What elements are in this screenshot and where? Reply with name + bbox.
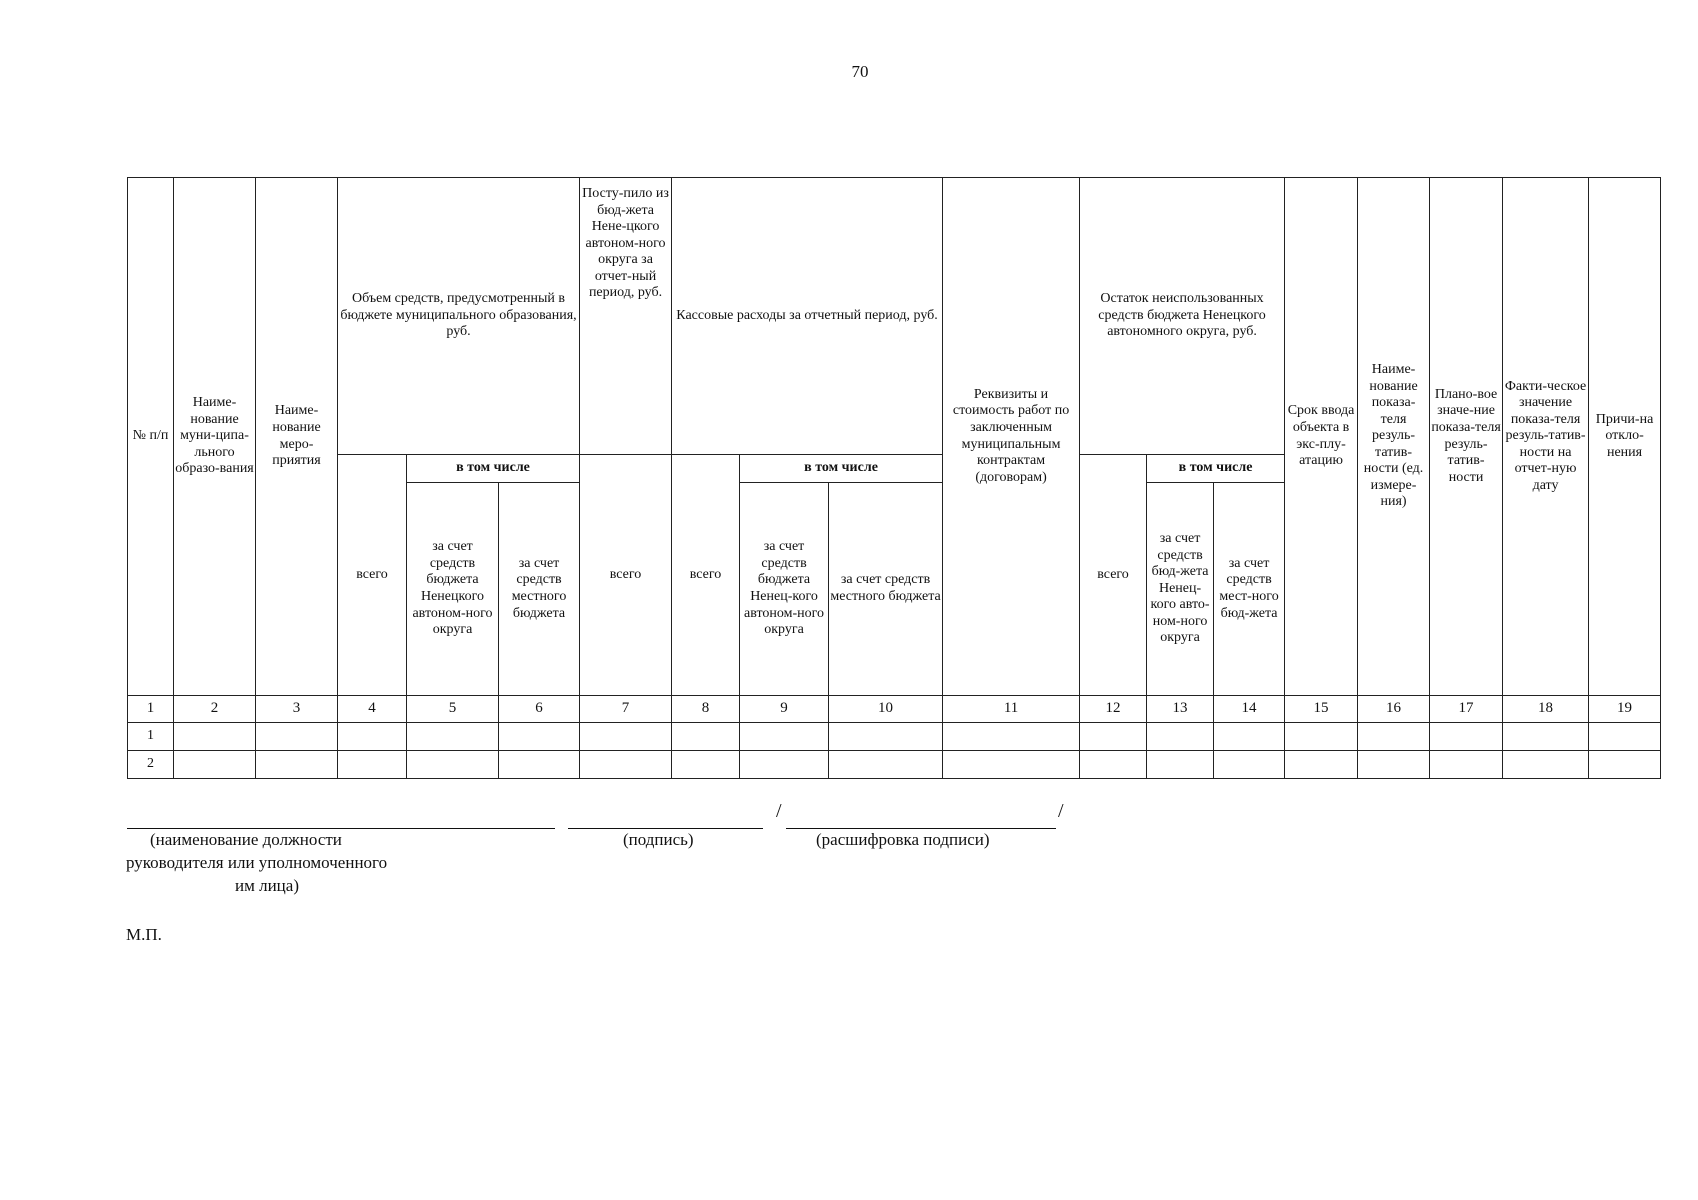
header-remainder-including: в том числе [1147, 455, 1285, 483]
column-number-cell: 12 [1080, 696, 1147, 723]
column-number-cell: 7 [580, 696, 672, 723]
column-number-cell: 4 [338, 696, 407, 723]
header-budget-volume: Объем средств, предусмотренный в бюджете муниципального образования, руб. [338, 178, 580, 455]
column-number-cell: 10 [829, 696, 943, 723]
header-remainder-local: за счет средств мест-ного бюд-жета [1214, 483, 1285, 696]
header-budget-including: в том числе [407, 455, 580, 483]
table-cell [1358, 751, 1430, 779]
header-budget-nao: за счет средств бюджета Ненецкого автоном-ного округа [407, 483, 499, 696]
row-number-cell: 2 [128, 751, 174, 779]
table-cell [1147, 723, 1214, 751]
position-line [127, 828, 555, 829]
header-remainder-total: всего [1080, 455, 1147, 696]
table-cell [580, 723, 672, 751]
table-cell [672, 723, 740, 751]
table-cell [1430, 751, 1503, 779]
header-remainder: Остаток неиспользованных средств бюджета Ненецкого автономного округа, руб. [1080, 178, 1285, 455]
position-caption-line3: им лица) [235, 876, 299, 895]
table-cell [1080, 723, 1147, 751]
header-actual: Факти-ческое значение показа-теля резуль-татив-ности на отчет-ную дату [1503, 178, 1589, 696]
table-cell [829, 723, 943, 751]
header-cash-local: за счет средств местного бюджета [829, 483, 943, 696]
table-cell [1214, 751, 1285, 779]
table-cell [1285, 751, 1358, 779]
signature-line [568, 828, 763, 829]
signature-caption: (подпись) [623, 830, 694, 849]
header-contracts: Реквизиты и стоимость работ по заключенным муниципальным контрактам (договорам) [943, 178, 1080, 696]
decoding-caption: (расшифровка подписи) [816, 830, 990, 849]
header-cash-expenses: Кассовые расходы за отчетный период, руб. [672, 178, 943, 455]
column-number-cell: 18 [1503, 696, 1589, 723]
decoding-line [786, 828, 1056, 829]
table-cell [740, 751, 829, 779]
header-event: Наиме-нование меро-приятия [256, 178, 338, 696]
table-cell [943, 751, 1080, 779]
table-cell [1503, 723, 1589, 751]
column-number-row [128, 696, 1661, 723]
header-num: № п/п [128, 178, 174, 696]
table-cell [256, 751, 338, 779]
table-cell [174, 723, 256, 751]
table-cell [1589, 723, 1661, 751]
column-number-cell: 19 [1589, 696, 1661, 723]
table-cell [1430, 723, 1503, 751]
header-commissioning: Срок ввода объекта в экс-плу-атацию [1285, 178, 1358, 696]
column-number-cell: 11 [943, 696, 1080, 723]
table-cell [256, 723, 338, 751]
column-number-cell: 13 [1147, 696, 1214, 723]
column-number-cell: 15 [1285, 696, 1358, 723]
table-cell [499, 723, 580, 751]
table-cell [1589, 751, 1661, 779]
header-municipality: Наиме-нование муни-ципа-льного образо-вания [174, 178, 256, 696]
table-cell [338, 751, 407, 779]
table-cell [407, 723, 499, 751]
table-cell [1285, 723, 1358, 751]
slash-left: / [776, 800, 782, 822]
column-number-cell: 2 [174, 696, 256, 723]
table-cell [174, 751, 256, 779]
position-caption-line1: (наименование должности [150, 830, 342, 849]
slash-right: / [1058, 800, 1064, 822]
column-number-cell: 6 [499, 696, 580, 723]
column-number-cell: 14 [1214, 696, 1285, 723]
header-received-total: всего [580, 455, 672, 696]
column-number-cell: 17 [1430, 696, 1503, 723]
table-cell [580, 751, 672, 779]
table-cell [1147, 751, 1214, 779]
table-cell [1214, 723, 1285, 751]
table-row [128, 723, 1661, 751]
header-cash-including: в том числе [740, 455, 943, 483]
header-cash-total: всего [672, 455, 740, 696]
column-number-cell: 5 [407, 696, 499, 723]
header-cash-nao: за счет средств бюджета Ненец-кого автоном-ного округа [740, 483, 829, 696]
table-cell [1080, 751, 1147, 779]
table-cell [499, 751, 580, 779]
column-number-cell: 8 [672, 696, 740, 723]
column-number-cell: 1 [128, 696, 174, 723]
table-cell [1358, 723, 1430, 751]
table-cell [672, 751, 740, 779]
table-cell [829, 751, 943, 779]
table-row [128, 751, 1661, 779]
header-budget-local: за счет средств местного бюджета [499, 483, 580, 696]
table-cell [407, 751, 499, 779]
row-number-cell: 1 [128, 723, 174, 751]
header-reason: Причи-на откло-нения [1589, 178, 1661, 696]
table-cell [338, 723, 407, 751]
header-received: Посту-пило из бюд-жета Нене-цкого автоном-ного округа за отчет-ный период, руб. [580, 178, 672, 455]
page-number: 70 [851, 62, 869, 81]
header-remainder-nao: за счет средств бюд-жета Ненец-кого авто-ном-ного округа [1147, 483, 1214, 696]
header-indicator-name: Наиме-нование показа-теля резуль-татив-ности (ед. измере-ния) [1358, 178, 1430, 696]
header-planned: Плано-вое значе-ние показа-теля резуль-татив-ности [1430, 178, 1503, 696]
position-caption-line2: руководителя или уполномоченного [126, 853, 388, 872]
column-number-cell: 3 [256, 696, 338, 723]
table-cell [943, 723, 1080, 751]
column-number-cell: 9 [740, 696, 829, 723]
column-number-cell: 16 [1358, 696, 1430, 723]
stamp-mark: М.П. [126, 925, 162, 944]
header-budget-total: всего [338, 455, 407, 696]
table-cell [740, 723, 829, 751]
report-table [127, 177, 1661, 779]
table-cell [1503, 751, 1589, 779]
